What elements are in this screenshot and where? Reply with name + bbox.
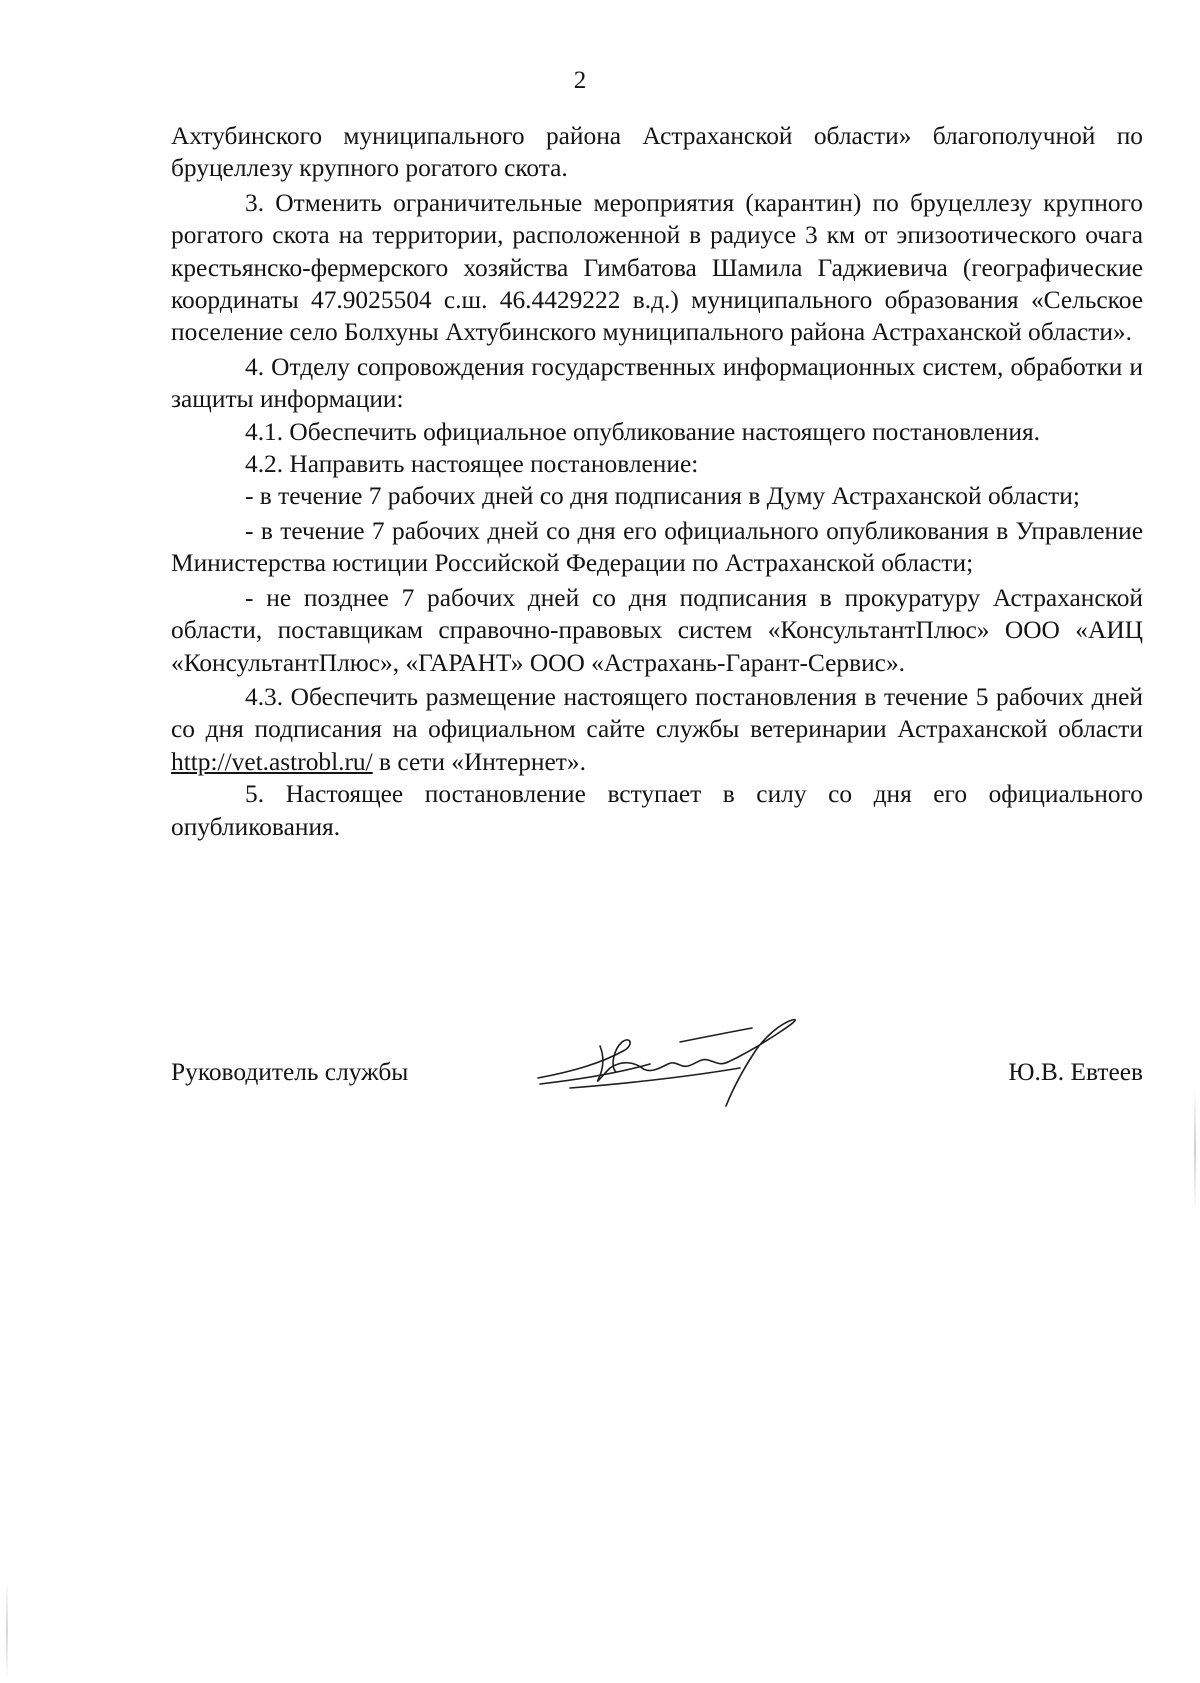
- paragraph-item-4-3: [171, 681, 1143, 778]
- scan-artifact: [6, 1580, 8, 1680]
- paragraph-item-3: 3. Отменить ограничительные мероприятия (карантин) по бруцеллезу крупного рогатого скота на территории, расположенной в радиусе 3 км от эпизоотического очага крестьянско-фермерского хозяйства Гимбатова Шамила Гаджиевича (географические координаты 47.9025504 с.ш. 46.4429222 в.д.) муниципального образования «Сельское поселение село Болхуны Ахтубинского муниципального района Астраханской области».: [171, 188, 1143, 347]
- document-body: [171, 120, 1143, 843]
- paragraph-item-5: 5. Настоящее постановление вступает в силу со дня его официального опубликования.: [171, 780, 1143, 841]
- handwritten-signature: [530, 1006, 810, 1116]
- paragraph-item-4-2-duma: - в течение 7 рабочих дней со дня подписания в Думу Астраханской области;: [245, 482, 1080, 511]
- paragraph-item-4-2: 4.2. Направить настоящее постановление:: [245, 450, 699, 479]
- page-number: 2: [573, 67, 587, 94]
- scan-artifact: [1194, 1090, 1196, 1210]
- paragraph-continuation: Ахтубинского муниципального района Астраханской области» благополучной по бруцеллезу крупного рогатого скота.: [171, 122, 1143, 183]
- paragraph-item-4-3-text: 4.3. Обеспечить размещение настоящего постановления в течение 5 рабочих дней со дня подписания на официальном сайте службы ветеринарии Астраханской области: [171, 682, 1143, 744]
- signer-name: Ю.В. Евтеев: [1008, 1058, 1143, 1086]
- signer-position: Руководитель службы: [171, 1058, 409, 1086]
- paragraph-item-4-2-prosecutor: - не позднее 7 рабочих дней со дня подписания в прокуратуру Астраханской области, поставщикам справочно-правовых систем «КонсультантПлюс» ООО «АИЦ «КонсультантПлюс», «ГАРАНТ» ООО «Астрахань-Гарант-Сервис».: [171, 583, 1143, 677]
- paragraph-item-4: 4. Отделу сопровождения государственных информационных систем, обработки и защиты информации:: [171, 352, 1143, 414]
- paragraph-item-4-2-justice: - в течение 7 рабочих дней со дня его официального опубликования в Управление Министерства юстиции Российской Федерации по Астраханской области;: [171, 516, 1143, 578]
- website-link[interactable]: http://vet.astrobl.ru/: [171, 747, 373, 776]
- paragraph-item-4-3-end: в сети «Интернет».: [372, 747, 586, 776]
- paragraph-item-4-1: 4.1. Обеспечить официальное опубликование настоящего постановления.: [245, 417, 1041, 446]
